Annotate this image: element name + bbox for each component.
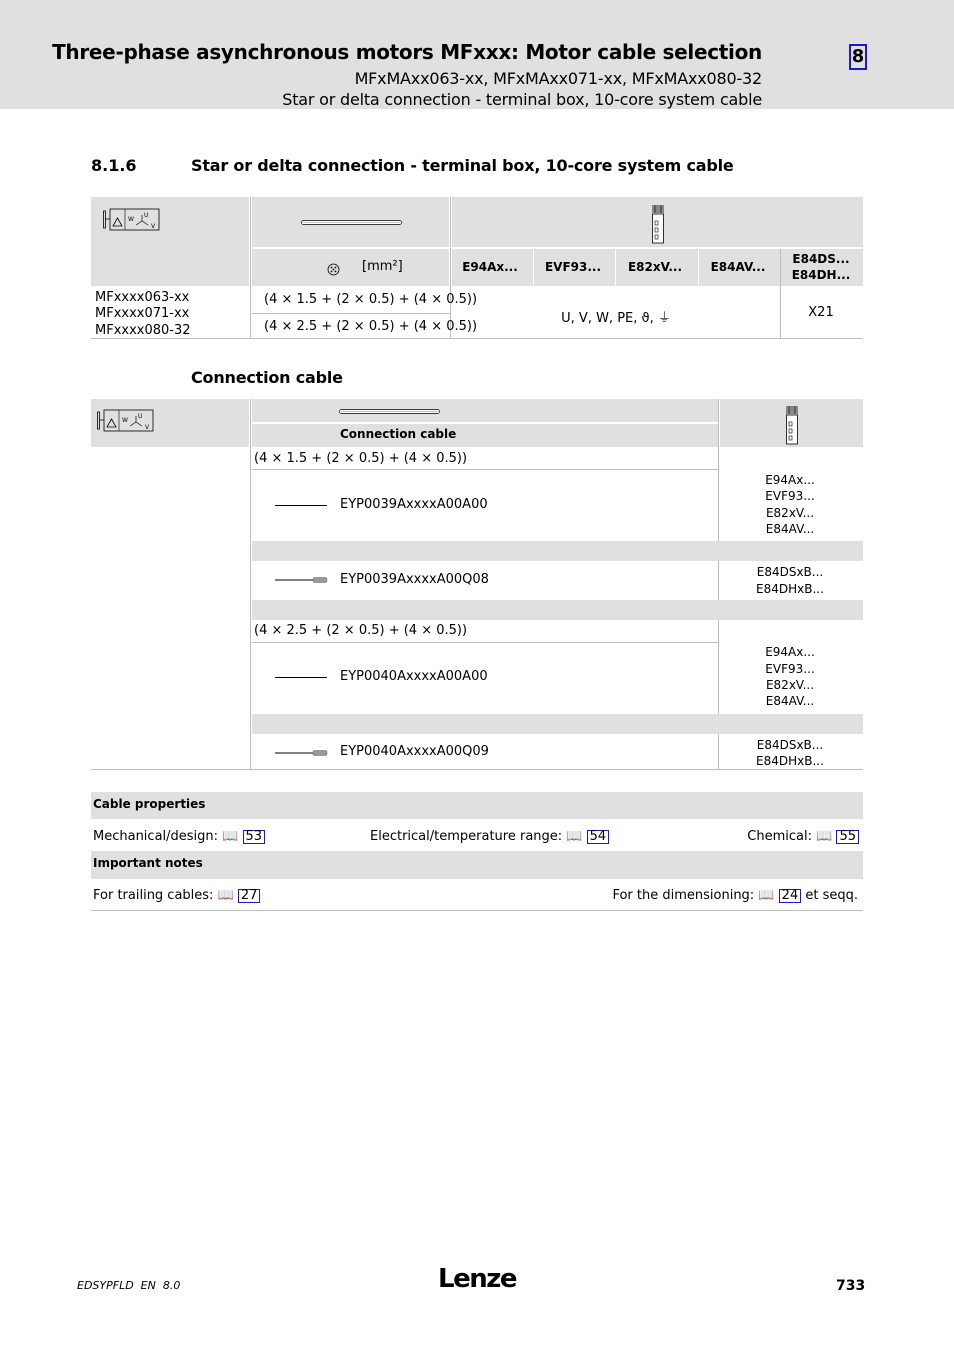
- t1-unit-label: [mm²]: [362, 259, 403, 274]
- section-number: 8.1.6: [91, 156, 137, 175]
- svg-text:V: V: [151, 223, 156, 230]
- mechanical-label: Mechanical/design:: [93, 829, 219, 844]
- dimensioning-suffix: et seqq.: [805, 888, 858, 903]
- t2-spacer: [252, 541, 863, 561]
- t1-controller-1: EVF93...: [544, 260, 602, 274]
- connector-icon: [327, 263, 340, 276]
- t1-terminals: U, V, W, PE, ϑ, ⏚: [561, 311, 671, 326]
- t1-terminal-x21: X21: [808, 305, 834, 320]
- t2-ctrl-0-1-1: E84DHxB...: [756, 582, 824, 596]
- t2-ctrl-0-0-3: E84AV...: [765, 522, 815, 536]
- svg-text:U: U: [144, 212, 149, 219]
- cable-properties-header: [91, 792, 863, 819]
- t2-ctrl-1-0-2: E82xV...: [765, 678, 815, 692]
- t2-ctrl-1-0-1: EVF93...: [765, 662, 815, 676]
- chemical-ref: [747, 829, 859, 844]
- t2-cable-0-1: EYP0039AxxxxA00Q08: [340, 572, 489, 587]
- important-notes-title: Important notes: [93, 856, 203, 870]
- t2-cable-1-1: EYP0040AxxxxA00Q09: [340, 744, 489, 759]
- t1-controller-3: E84AV...: [710, 260, 766, 274]
- page-subtitle-models: MFxMAxx063-xx, MFxMAxx071-xx, MFxMAxx080-32: [354, 69, 762, 88]
- controller-icon: [784, 406, 800, 446]
- t1-controller-2: E82xV...: [627, 260, 683, 274]
- connection-cable-title: Connection cable: [191, 368, 343, 387]
- t2-ctrl-1-1-1: E84DHxB...: [756, 754, 824, 768]
- important-notes-header: [91, 851, 863, 879]
- t1-cross-section-1: (4 × 2.5 + (2 × 0.5) + (4 × 0.5)): [264, 319, 478, 334]
- t2-ctrl-1-0-3: E84AV...: [765, 694, 815, 708]
- cable-line-icon: [275, 677, 327, 678]
- book-icon: 📖: [566, 829, 583, 844]
- chapter-link[interactable]: 8: [849, 44, 867, 70]
- page-title: Three-phase asynchronous motors MFxxx: Motor cable selection: [52, 40, 762, 64]
- t2-ctrl-0-0-2: E82xV...: [765, 506, 815, 520]
- book-icon: 📖: [758, 888, 775, 903]
- t2-cable-label-cell: [252, 424, 718, 447]
- electrical-label: Electrical/temperature range:: [370, 829, 563, 844]
- t1-cross-section-0: (4 × 1.5 + (2 × 0.5) + (4 × 0.5)): [264, 292, 478, 307]
- electrical-page-link[interactable]: 54: [587, 830, 610, 844]
- motor-terminal-icon: [103, 207, 161, 233]
- t2-group-0-cross-section: (4 × 1.5 + (2 × 0.5) + (4 × 0.5)): [254, 451, 468, 466]
- t1-motor-0: MFxxxx063-xx: [95, 290, 190, 305]
- cable-line-icon: [275, 505, 327, 506]
- trailing-ref: [93, 888, 260, 903]
- t2-cable-label: Connection cable: [340, 427, 457, 441]
- t2-ctrl-0-0-0: E94Ax...: [765, 473, 815, 487]
- t2-ctrl-0-0-1: EVF93...: [765, 489, 815, 503]
- dimensioning-ref: [612, 888, 858, 903]
- controller-icon: [650, 205, 666, 245]
- svg-text:W: W: [128, 216, 134, 223]
- lenze-logo: Lenze: [438, 1264, 516, 1294]
- book-icon: 📖: [222, 829, 239, 844]
- t2-spacer: [252, 714, 863, 734]
- mechanical-ref: [93, 829, 265, 844]
- cable-icon: [301, 219, 403, 227]
- dimensioning-label: For the dimensioning:: [612, 888, 755, 903]
- trailing-page-link[interactable]: 27: [238, 889, 261, 903]
- dimensioning-page-link[interactable]: 24: [779, 889, 802, 903]
- t1-unit-header: [252, 249, 449, 286]
- t1-motor-2: MFxxxx080-32: [95, 323, 191, 338]
- mechanical-page-link[interactable]: 53: [243, 830, 266, 844]
- book-icon: 📖: [816, 829, 833, 844]
- cable-connector-icon: [275, 749, 329, 757]
- t2-ctrl-1-1-0: E84DSxB...: [756, 738, 824, 752]
- electrical-ref: [370, 829, 609, 844]
- t2-cable-1-0: EYP0040AxxxxA00A00: [340, 669, 488, 684]
- doc-id: EDSYPFLD EN 8.0: [77, 1279, 181, 1292]
- t1-controller-0: E94Ax...: [462, 260, 518, 274]
- cable-properties-title: Cable properties: [93, 797, 206, 811]
- svg-text:W: W: [122, 417, 128, 424]
- trailing-label: For trailing cables:: [93, 888, 214, 903]
- t2-spacer: [252, 600, 863, 620]
- cable-connector-icon: [275, 576, 329, 584]
- t1-controller-5: E84DH...: [791, 268, 851, 282]
- t2-ctrl-1-0-0: E94Ax...: [765, 645, 815, 659]
- book-icon: 📖: [217, 888, 234, 903]
- motor-terminal-icon: [97, 408, 155, 434]
- t2-group-1-cross-section: (4 × 2.5 + (2 × 0.5) + (4 × 0.5)): [254, 623, 468, 638]
- svg-text:U: U: [138, 413, 143, 420]
- page-number: 733: [836, 1278, 866, 1294]
- section-title: Star or delta connection - terminal box, 10-core system cable: [191, 156, 734, 175]
- t2-cable-header: [252, 399, 718, 422]
- chemical-label: Chemical:: [747, 829, 812, 844]
- chemical-page-link[interactable]: 55: [836, 830, 859, 844]
- t2-cable-0-0: EYP0039AxxxxA00A00: [340, 497, 488, 512]
- svg-text:V: V: [145, 424, 150, 431]
- t1-motor-1: MFxxxx071-xx: [95, 306, 190, 321]
- t1-controller-4: E84DS...: [792, 252, 850, 266]
- page-subtitle-connection: Star or delta connection - terminal box, 10-core system cable: [282, 90, 762, 109]
- cable-icon: [339, 408, 441, 416]
- t2-ctrl-0-1-0: E84DSxB...: [756, 565, 824, 579]
